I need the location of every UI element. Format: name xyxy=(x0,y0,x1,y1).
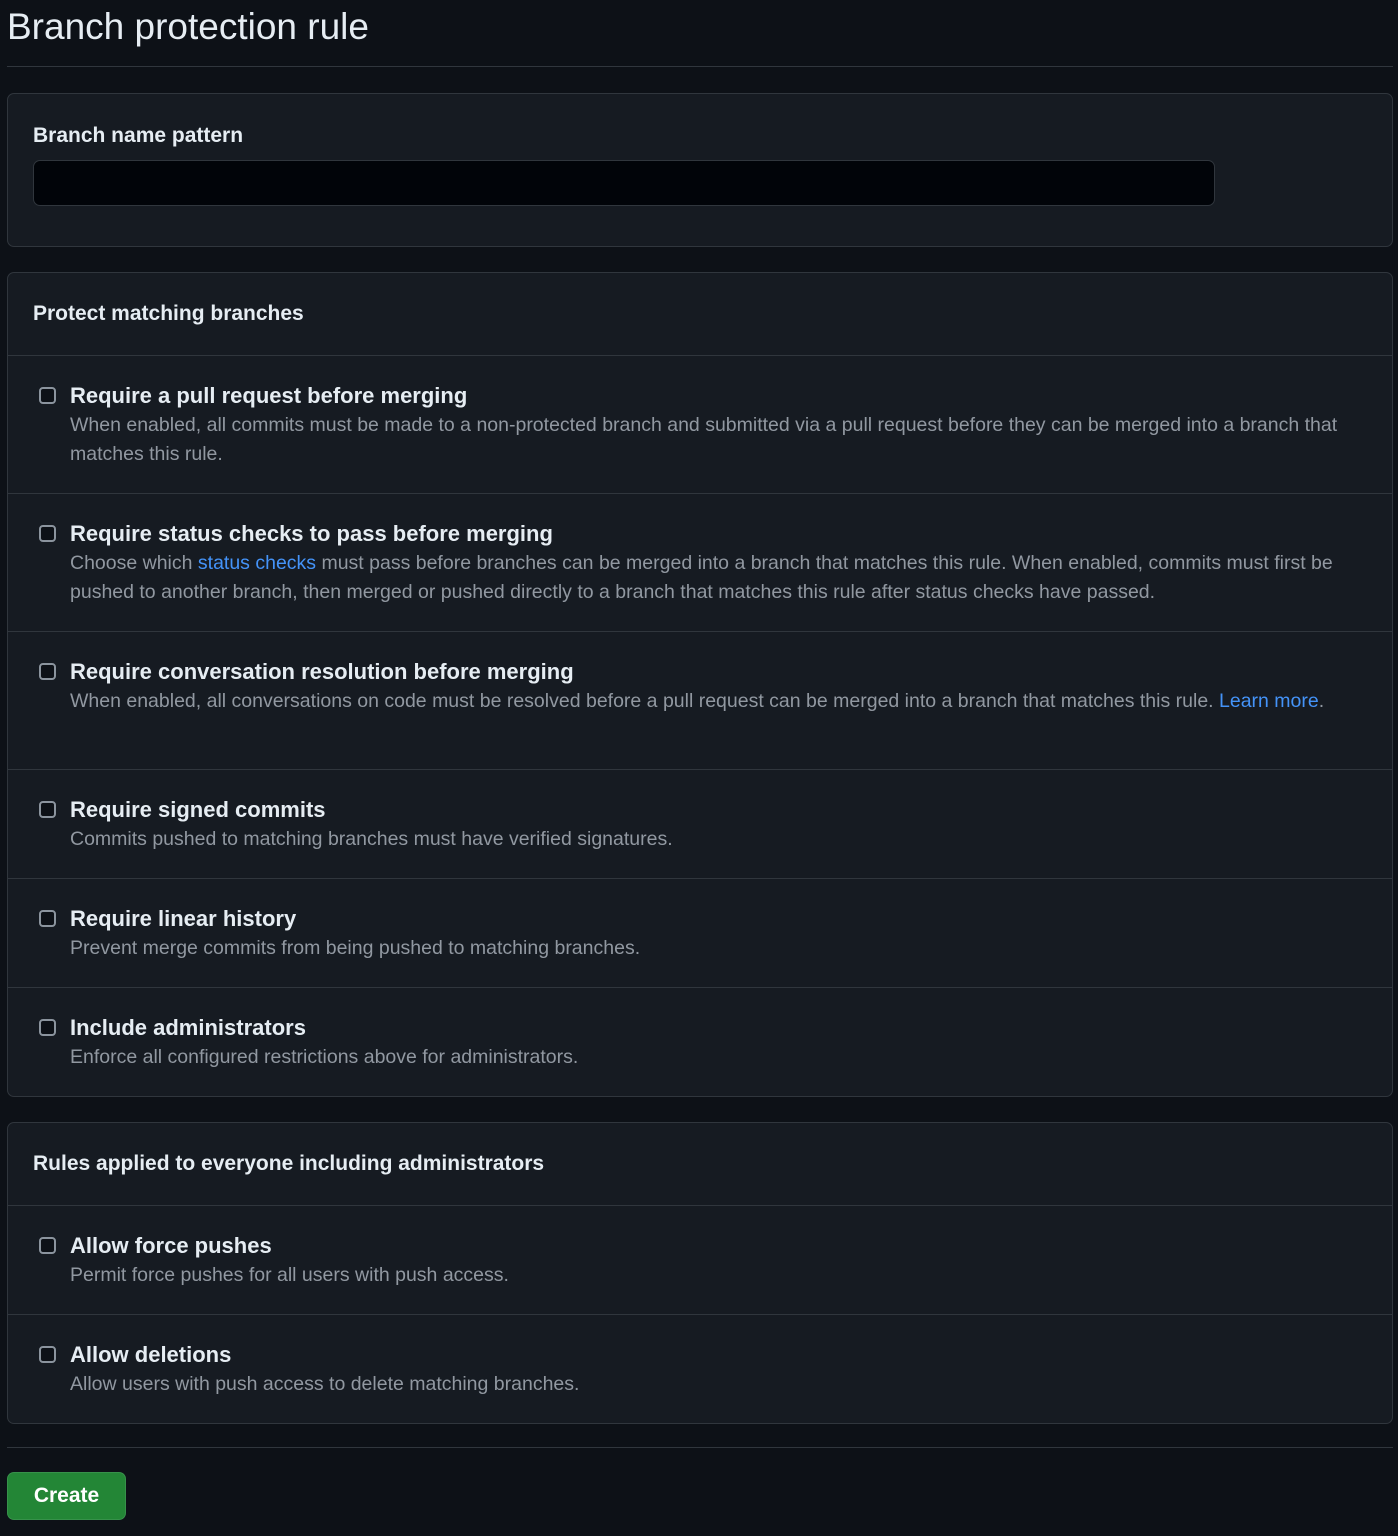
rule-description: Permit force pushes for all users with push access. xyxy=(70,1264,509,1286)
include-administrators-checkbox[interactable] xyxy=(39,1019,56,1036)
protect-branches-heading: Protect matching branches xyxy=(33,302,304,325)
require-status-checks-checkbox[interactable] xyxy=(39,525,56,542)
everyone-rules-heading: Rules applied to everyone including administrators xyxy=(33,1152,545,1175)
rule-include-administrators xyxy=(8,988,1392,1097)
title-divider xyxy=(7,66,1393,67)
rule-allow-deletions xyxy=(8,1315,1392,1424)
protect-branches-panel xyxy=(7,272,1393,1097)
actions-divider xyxy=(7,1447,1393,1448)
branch-pattern-panel xyxy=(7,93,1393,247)
branch-pattern-label: Branch name pattern xyxy=(33,124,244,147)
require-linear-history-checkbox[interactable] xyxy=(39,910,56,927)
protect-branches-header xyxy=(8,273,1392,356)
rule-title: Require conversation resolution before merging xyxy=(70,659,574,684)
branch-pattern-input[interactable] xyxy=(33,160,1215,206)
rule-title: Require a pull request before merging xyxy=(70,383,468,408)
everyone-rules-panel xyxy=(7,1122,1393,1424)
rule-description-text: must pass before branches can be merged into a branch that matches this rule. When enabled, commits must first be pushed to another branch, then merged or pushed directly to a branch that matches this rule after status checks have passed. xyxy=(70,552,1333,603)
rule-description-text: Choose which xyxy=(70,552,198,574)
rule-allow-force-pushes xyxy=(8,1206,1392,1315)
rule-title: Allow force pushes xyxy=(70,1233,272,1258)
rule-description-text: When enabled, all conversations on code must be resolved before a pull request can be merged into a branch that matches this rule. xyxy=(70,690,1220,712)
allow-deletions-checkbox[interactable] xyxy=(39,1346,56,1363)
rule-description: Allow users with push access to delete matching branches. xyxy=(70,1373,580,1395)
rule-description xyxy=(70,687,1362,716)
rule-description: When enabled, all commits must be made to a non-protected branch and submitted via a pull request before they can be merged into a branch that matches this rule. xyxy=(70,414,1338,465)
rule-description: Commits pushed to matching branches must have verified signatures. xyxy=(70,828,673,850)
create-button[interactable]: Create xyxy=(7,1472,126,1520)
rule-title: Require status checks to pass before merging xyxy=(70,521,553,546)
status-checks-link[interactable]: status checks xyxy=(197,552,317,574)
rule-description: Enforce all configured restrictions above for administrators. xyxy=(70,1046,579,1068)
rule-title: Allow deletions xyxy=(70,1342,232,1367)
rule-require-linear-history xyxy=(8,879,1392,988)
allow-force-pushes-checkbox[interactable] xyxy=(39,1237,56,1254)
rule-title: Include administrators xyxy=(70,1015,306,1040)
rule-require-signed-commits xyxy=(8,770,1392,879)
require-pull-request-checkbox[interactable] xyxy=(39,387,56,404)
rule-title: Require signed commits xyxy=(70,797,326,822)
page-title: Branch protection rule xyxy=(7,6,369,47)
rule-title: Require linear history xyxy=(70,906,297,931)
rule-require-pull-request xyxy=(8,356,1392,494)
require-conversation-resolution-checkbox[interactable] xyxy=(39,663,56,680)
rule-description: Prevent merge commits from being pushed to matching branches. xyxy=(70,937,641,959)
learn-more-link[interactable]: Learn more xyxy=(1219,690,1319,712)
rule-description-text: . xyxy=(1318,690,1325,712)
require-signed-commits-checkbox[interactable] xyxy=(39,801,56,818)
rule-require-status-checks xyxy=(8,494,1392,632)
everyone-rules-header xyxy=(8,1123,1392,1206)
rule-require-conversation-resolution xyxy=(8,632,1392,770)
rule-description xyxy=(70,549,1362,607)
